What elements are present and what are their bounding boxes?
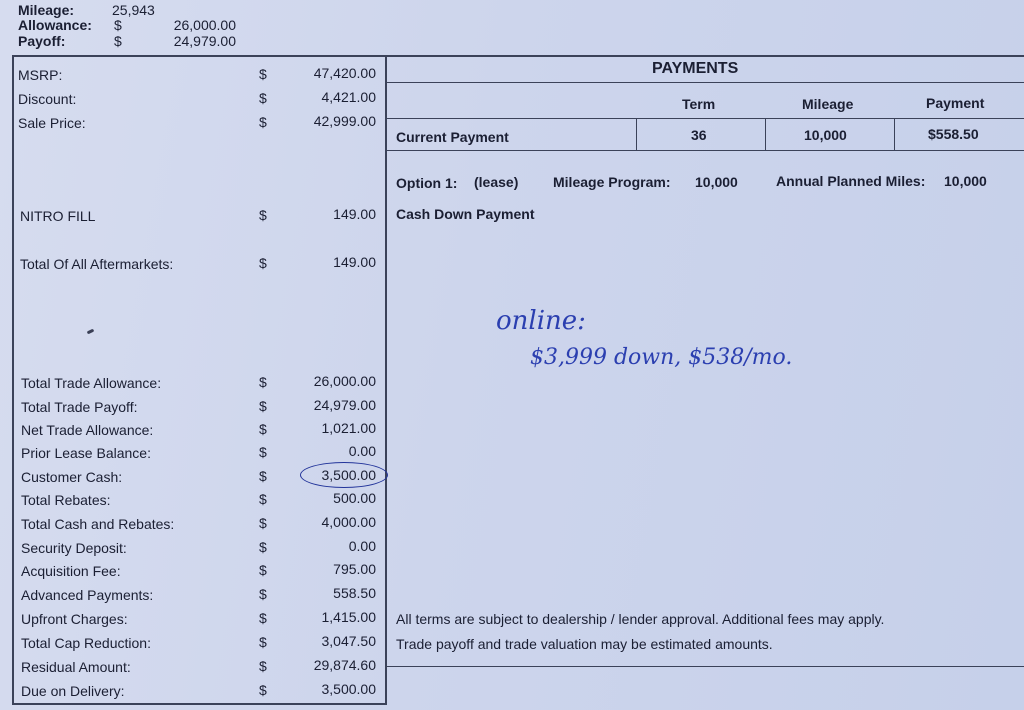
summary-value: 1,415.00 — [321, 609, 376, 625]
summary-currency: $ — [259, 658, 267, 674]
trade-value: 26,000.00 — [173, 17, 236, 33]
pricing-currency: $ — [259, 90, 267, 106]
summary-value: 4,000.00 — [321, 514, 376, 530]
summary-value: 3,500.00 — [321, 681, 376, 697]
summary-label: Security Deposit: — [21, 540, 127, 556]
summary-value: 558.50 — [333, 585, 376, 601]
trade-label: Mileage: — [18, 2, 75, 18]
payments-col-rule-2 — [765, 118, 766, 150]
payments-row-top-rule — [385, 118, 1024, 119]
top-rule — [12, 55, 1024, 57]
summary-value: 3,047.50 — [321, 633, 376, 649]
summary-currency: $ — [259, 682, 267, 698]
summary-label: Customer Cash: — [21, 469, 123, 485]
summary-currency: $ — [259, 515, 267, 531]
summary-currency: $ — [259, 610, 267, 626]
payments-title-rule — [385, 82, 1024, 83]
trade-value: 24,979.00 — [173, 33, 236, 49]
summary-label: Total Trade Payoff: — [21, 399, 138, 415]
payments-title: PAYMENTS — [652, 60, 739, 77]
payments-col-rule-3 — [894, 118, 895, 150]
aftermarket-label: NITRO FILL — [20, 208, 96, 224]
cash-down-label: Cash Down Payment — [396, 206, 535, 222]
pen-mark — [87, 329, 95, 335]
summary-value: 500.00 — [333, 490, 376, 506]
disclaimer-line2: Trade payoff and trade valuation may be estimated amounts. — [396, 636, 773, 652]
trade-value: 25,943 — [112, 2, 155, 18]
summary-label: Advanced Payments: — [21, 587, 154, 603]
summary-label: Net Trade Allowance: — [21, 422, 154, 438]
summary-value: 3,500.00 — [321, 467, 376, 483]
summary-label: Upfront Charges: — [21, 611, 128, 627]
current-term-value: 36 — [691, 127, 707, 143]
payments-row-bottom-rule — [385, 150, 1024, 151]
current-payment-value: $558.50 — [928, 126, 979, 142]
summary-currency: $ — [259, 634, 267, 650]
summary-label: Total Trade Allowance: — [21, 375, 162, 391]
pricing-value: 47,420.00 — [313, 65, 376, 81]
aftermarket-label: Total Of All Aftermarkets: — [20, 256, 174, 272]
pricing-currency: $ — [259, 114, 267, 130]
aftermarket-currency: $ — [259, 255, 267, 271]
aftermarket-value: 149.00 — [333, 206, 376, 222]
handwritten-note-line1: online: — [496, 306, 586, 336]
summary-currency: $ — [259, 586, 267, 602]
mileage-header: Mileage — [802, 96, 854, 112]
current-mileage-value: 10,000 — [804, 127, 847, 143]
payments-col-rule-1 — [636, 118, 637, 150]
pricing-currency: $ — [259, 66, 267, 82]
option-label: Option 1: — [396, 175, 458, 191]
option-type: (lease) — [474, 174, 519, 190]
center-rule — [385, 55, 387, 705]
summary-currency: $ — [259, 398, 267, 414]
pricing-value: 4,421.00 — [321, 89, 376, 105]
summary-label: Total Cash and Rebates: — [21, 516, 175, 532]
customer-cash-circle-mark — [300, 462, 388, 488]
summary-label: Total Rebates: — [21, 492, 111, 508]
current-payment-label: Current Payment — [396, 129, 509, 145]
payment-header: Payment — [926, 95, 985, 111]
disclaimer-line1: All terms are subject to dealership / lender approval. Additional fees may apply. — [396, 611, 885, 627]
aftermarket-currency: $ — [259, 207, 267, 223]
summary-currency: $ — [259, 374, 267, 390]
mileage-program-value: 10,000 — [695, 174, 738, 190]
trade-label: Allowance: — [18, 17, 92, 33]
pricing-value: 42,999.00 — [313, 113, 376, 129]
pricing-label: Sale Price: — [18, 115, 86, 131]
summary-currency: $ — [259, 421, 267, 437]
annual-miles-value: 10,000 — [944, 173, 987, 189]
summary-label: Residual Amount: — [21, 659, 131, 675]
mileage-program-label: Mileage Program: — [553, 174, 671, 190]
right-bottom-rule — [385, 666, 1024, 667]
aftermarket-value: 149.00 — [333, 254, 376, 270]
left-rule — [12, 55, 14, 705]
summary-value: 29,874.60 — [313, 657, 376, 673]
summary-value: 24,979.00 — [313, 397, 376, 413]
summary-value: 0.00 — [348, 443, 376, 459]
handwritten-note-line2: $3,999 down, $538/mo. — [530, 345, 793, 370]
summary-label: Total Cap Reduction: — [21, 635, 151, 651]
pricing-label: Discount: — [18, 91, 77, 107]
summary-currency: $ — [259, 444, 267, 460]
bottom-left-rule — [12, 703, 386, 705]
summary-label: Due on Delivery: — [21, 683, 125, 699]
summary-value: 26,000.00 — [313, 373, 376, 389]
trade-label: Payoff: — [18, 33, 66, 49]
summary-currency: $ — [259, 562, 267, 578]
trade-currency: $ — [114, 33, 122, 49]
summary-value: 0.00 — [348, 538, 376, 554]
trade-currency: $ — [114, 17, 122, 33]
pricing-label: MSRP: — [18, 67, 63, 83]
summary-currency: $ — [259, 491, 267, 507]
summary-label: Acquisition Fee: — [21, 563, 121, 579]
summary-label: Prior Lease Balance: — [21, 445, 151, 461]
summary-value: 795.00 — [333, 561, 376, 577]
summary-currency: $ — [259, 468, 267, 484]
summary-value: 1,021.00 — [321, 420, 376, 436]
term-header: Term — [682, 96, 716, 112]
annual-miles-label: Annual Planned Miles: — [776, 173, 926, 189]
summary-currency: $ — [259, 539, 267, 555]
